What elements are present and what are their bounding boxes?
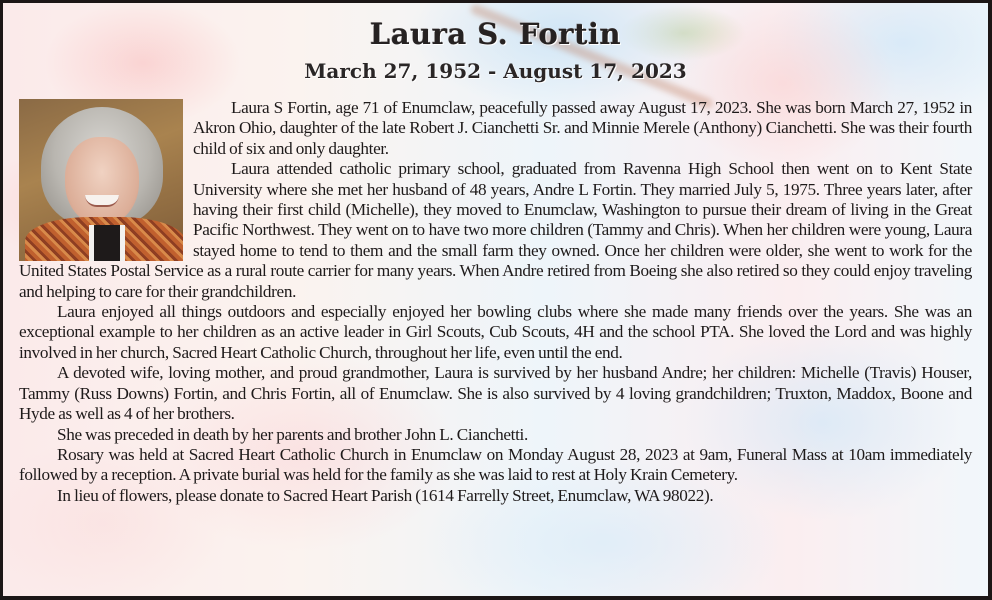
portrait-collar (89, 225, 125, 261)
paragraph-services: Rosary was held at Sacred Heart Catholic Church in Enumclaw on Monday August 28, 2023 at 9am, Funeral Mass at 10am immediately followed by a reception. A private burial was held for the family as she was laid to rest at Holy Krain Cemetery. (19, 444, 972, 485)
obituary-body (19, 98, 972, 506)
paragraph-donations: In lieu of flowers, please donate to Sacred Heart Parish (1614 Farrelly Street, Enumclaw, WA 98022). (57, 485, 714, 505)
obituary-name-heading: Laura S. Fortin (369, 17, 622, 51)
portrait-photo (19, 99, 183, 261)
paragraph-survivors: A devoted wife, loving mother, and proud grandmother, Laura is survived by her husband Andre; her children: Michelle (Travis) Houser, Tammy (Russ Downs) Fortin, and Chris Fortin, all of Enumclaw. She is also survived by 4 loving grandchildren; Truxton, Maddox, Boone and Hyde as well as 4 of her brothers. (19, 363, 972, 424)
obituary-card (3, 3, 988, 596)
paragraph-life: Laura attended catholic primary school, graduated from Ravenna High School then went on to Kent State University where she met her husband of 48 years, Andre L Fortin. They married July 5, 1975. Three years later, after having their first child (Michelle), they moved to Enumclaw, Washington to pursue their dream of living in the Great Pacific Northwest. They went on to have two more children (Tammy and Chris). When her children were young, Laura stayed home to tend to them and the small farm they owned. Once her children were older, she went to work for the United States Postal Service as a rural route carrier for many years. When Andre retired from Boeing she also retired so they could enjoy traveling and helping to care for their grandchildren. (19, 159, 972, 301)
paragraph-preceded: She was preceded in death by her parents and brother John L. Cianchetti. (57, 424, 528, 444)
paragraph-intro: Laura S Fortin, age 71 of Enumclaw, peacefully passed away August 17, 2023. She was born March 27, 1952 in Akron Ohio, daughter of the late Robert J. Cianchetti Sr. and Minnie Merele (Anthony) Cianchetti. She was their fourth child of six and only daughter. (193, 98, 972, 158)
obituary-dates: March 27, 1952 - August 17, 2023 (304, 59, 687, 83)
paragraph-interests: Laura enjoyed all things outdoors and especially enjoyed her bowling clubs where she made many friends over the years. She was an exceptional example to her children as an active leader in Girl Scouts, Cub Scouts, 4H and the school PTA. She loved the Lord and was highly involved in her church, Sacred Heart Catholic Church, throughout her life, even until the end. (19, 302, 972, 362)
portrait-face (65, 137, 139, 225)
